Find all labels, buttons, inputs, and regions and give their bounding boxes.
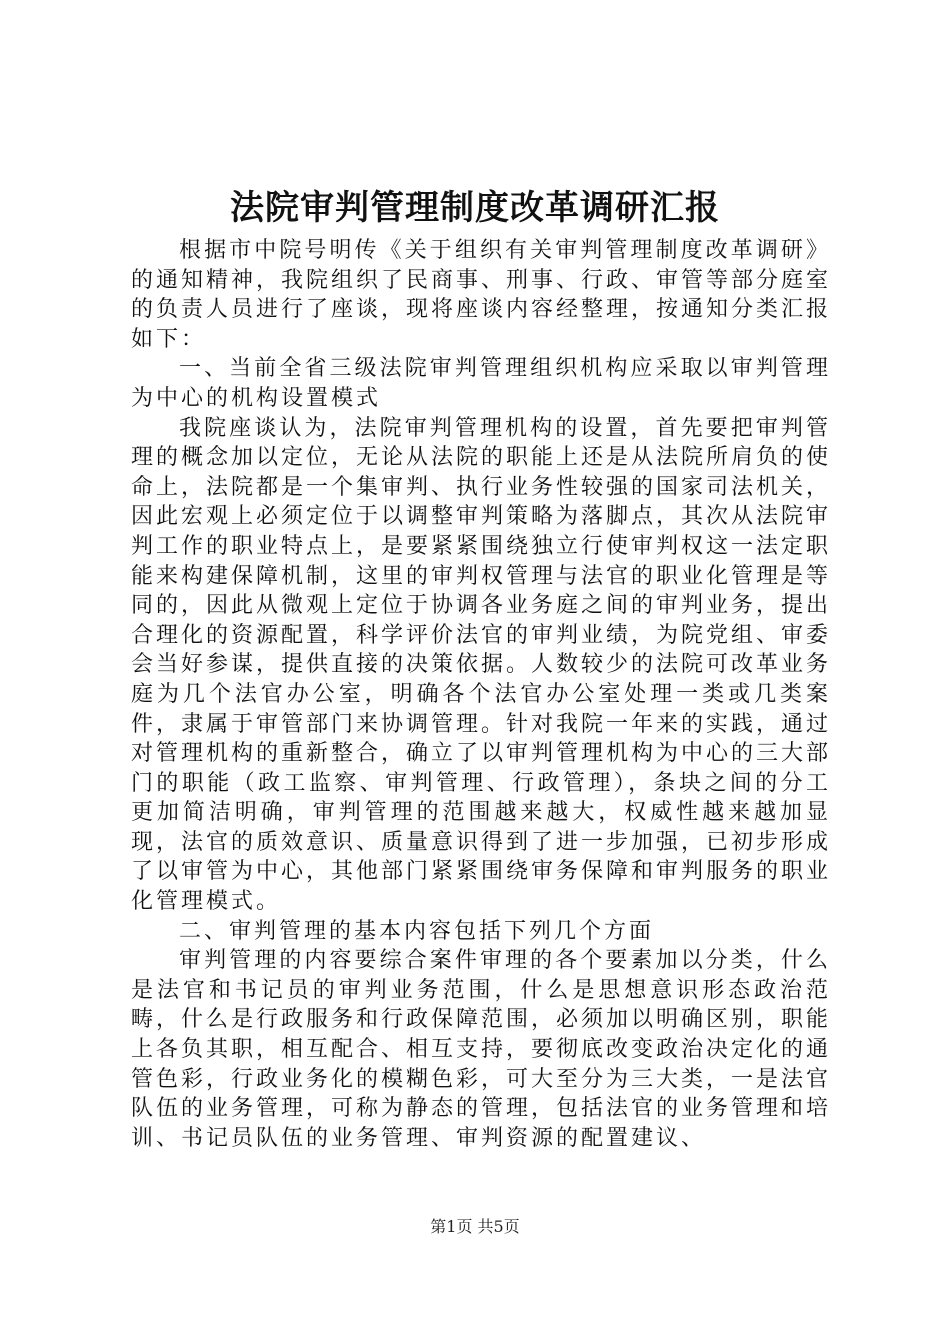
section-2-paragraph: 审判管理的内容要综合案件审理的各个要素加以分类，什么是法官和书记员的审判业务范围，什么是思想意识形态政治范畴，什么是行政服务和行政保障范围，必须加以明确区别，职能上各负其职，相互配合、相互支持，要彻底改变政治决定化的通管色彩，行政业务化的模糊色彩，可大至分为三大类，一是法官队伍的业务管理，可称为静态的管理，包括法官的业务管理和培训、书记员队伍的业务管理、审判资源的配置建议、: [131, 948, 832, 1151]
page-number-footer: 第1页 共5页: [430, 1217, 520, 1236]
section-heading-1: 一、当前全省三级法院审判管理组织机构应采取以审判管理为中心的机构设置模式: [131, 356, 831, 411]
document-title: 法院审判管理制度改革调研汇报: [230, 188, 720, 228]
intro-paragraph: 根据市中院号明传《关于组织有关审判管理制度改革调研》的通知精神，我院组织了民商事、刑事、行政、审管等部分庭室的负责人员进行了座谈，现将座谈内容经整理，按通知分类汇报如下：: [131, 238, 832, 352]
section-heading-2: 二、审判管理的基本内容包括下列几个方面: [179, 918, 655, 944]
section-1-paragraph: 我院座谈认为，法院审判管理机构的设置，首先要把审判管理的概念加以定位，无论从法院的职能上还是从法院所肩负的使命上，法院都是一个集审判、执行业务性较强的国家司法机关，因此宏观上必须定位于以调整审判策略为落脚点，其次从法院审判工作的职业特点上，是要紧紧围绕独立行使审判权这一法定职能来构建保障机制，这里的审判权管理与法官的职业化管理是等同的，因此从微观上定位于协调各业务庭之间的审判业务，提出合理化的资源配置，科学评价法官的审判业绩，为院党组、审委会当好参谋，提供直接的决策依据。人数较少的法院可改革业务庭为几个法官办公室，明确各个法官办公室处理一类或几类案件，隶属于审管部门来协调管理。针对我院一年来的实践，通过对管理机构的重新整合，确立了以审判管理机构为中心的三大部门的职能（政工监察、审判管理、行政管理），条块之间的分工更加简洁明确，审判管理的范围越来越大，权威性越来越加显现，法官的质效意识、质量意识得到了进一步加强，已初步形成了以审管为中心，其他部门紧紧围绕审务保障和审判服务的职业化管理模式。: [131, 415, 832, 915]
document-body: [131, 236, 831, 1153]
